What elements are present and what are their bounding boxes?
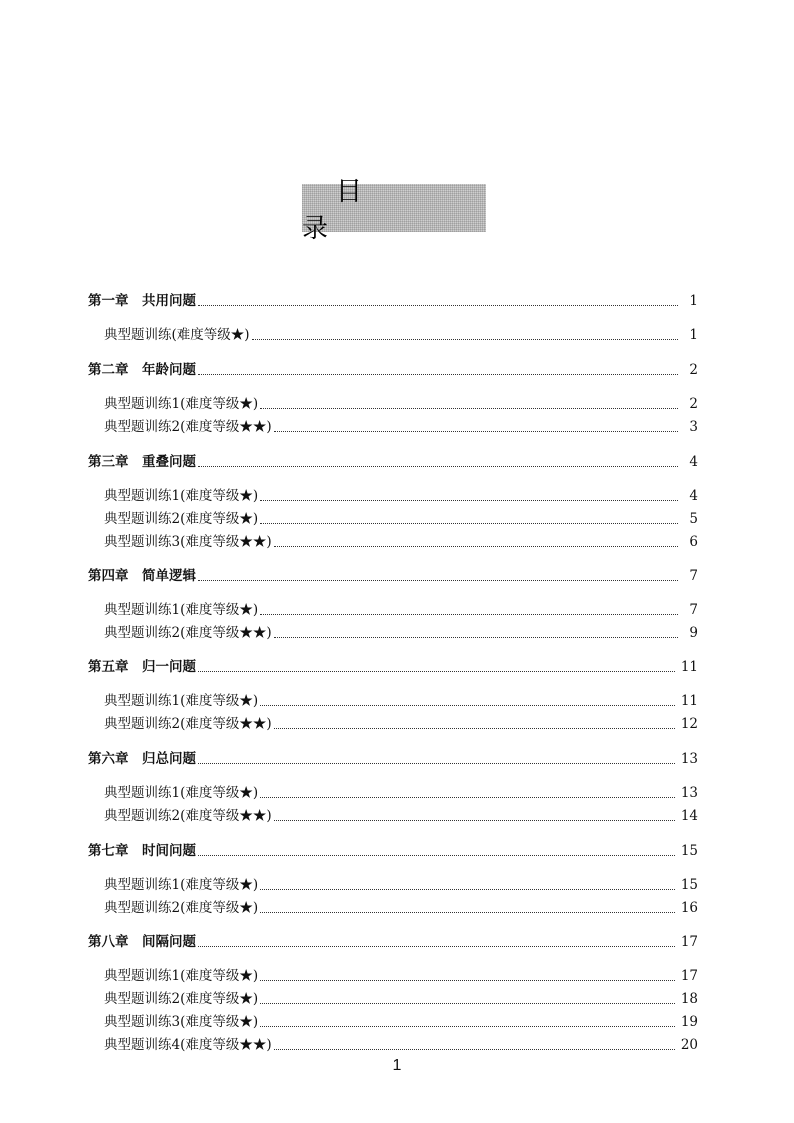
toc-page-number: 1	[689, 327, 698, 343]
toc-sub-entry[interactable]	[88, 963, 698, 985]
toc-sub-entry[interactable]	[88, 711, 698, 733]
toc-page-number: 18	[680, 991, 698, 1007]
dot-leader	[198, 763, 675, 764]
toc-page-number: 12	[680, 716, 698, 732]
toc-entry-label: 典型题训练1(难度等级★)	[104, 693, 259, 709]
toc-sub-entry[interactable]	[88, 391, 698, 413]
toc-page-number: 1	[689, 293, 698, 309]
dot-leader	[260, 980, 675, 981]
toc-page-number: 9	[689, 625, 698, 641]
dot-leader	[260, 889, 675, 890]
toc-sub-entry[interactable]	[88, 895, 698, 917]
dot-leader	[198, 946, 675, 947]
toc-page-number: 7	[689, 602, 698, 618]
toc-sub-entry[interactable]	[88, 803, 698, 825]
toc-entry-label: 第一章 共用问题	[88, 293, 196, 309]
dot-leader	[198, 580, 678, 581]
toc-sub-entry[interactable]	[88, 620, 698, 642]
toc-sub-entry[interactable]	[88, 529, 698, 551]
toc-entry-label: 典型题训练3(难度等级★★)	[104, 534, 272, 550]
dot-leader	[274, 431, 678, 432]
toc-entry-label: 典型题训练2(难度等级★)	[104, 900, 259, 916]
toc-page-number: 6	[689, 534, 698, 550]
page-title: 目 录	[302, 184, 486, 232]
toc-page-number: 4	[689, 488, 698, 504]
toc-sub-entry[interactable]	[88, 483, 698, 505]
toc-entry-label: 典型题训练1(难度等级★)	[104, 488, 259, 504]
toc-chapter-entry[interactable]	[88, 563, 698, 585]
toc-chapter-entry[interactable]	[88, 838, 698, 860]
page-number-footer: 1	[392, 1057, 402, 1074]
toc-page-number: 14	[680, 808, 698, 824]
toc-entry-label: 第六章 归总问题	[88, 751, 196, 767]
toc-sub-entry[interactable]	[88, 597, 698, 619]
dot-leader	[260, 912, 675, 913]
dot-leader	[198, 466, 678, 467]
toc-sub-entry[interactable]	[88, 1009, 698, 1031]
toc-entry-label: 第五章 归一问题	[88, 659, 196, 675]
toc-page-number: 17	[680, 934, 698, 950]
dot-leader	[260, 1026, 675, 1027]
toc-page-number: 2	[689, 396, 698, 412]
toc-entry-label: 典型题训练3(难度等级★)	[104, 1014, 259, 1030]
toc-entry-label: 典型题训练4(难度等级★★)	[104, 1037, 272, 1053]
toc-sub-entry[interactable]	[88, 688, 698, 710]
toc-page-number: 3	[689, 419, 698, 435]
toc-sub-entry[interactable]	[88, 986, 698, 1008]
toc-entry-label: 典型题训练(难度等级★)	[104, 327, 250, 343]
dot-leader	[260, 408, 678, 409]
toc-page-number: 5	[689, 511, 698, 527]
toc-page-number: 16	[680, 900, 698, 916]
dot-leader	[198, 671, 675, 672]
toc-entry-label: 第七章 时间问题	[88, 843, 196, 859]
toc-page-number: 11	[680, 693, 698, 709]
toc-entry-label: 第四章 简单逻辑	[88, 568, 196, 584]
toc-sub-entry[interactable]	[88, 322, 698, 344]
toc-entry-label: 典型题训练2(难度等级★★)	[104, 625, 272, 641]
dot-leader	[260, 705, 675, 706]
toc-entry-label: 第二章 年龄问题	[88, 362, 196, 378]
dot-leader	[260, 523, 678, 524]
dot-leader	[198, 855, 675, 856]
dot-leader	[260, 614, 678, 615]
dot-leader	[260, 1003, 675, 1004]
toc-chapter-entry[interactable]	[88, 449, 698, 471]
dot-leader	[260, 500, 678, 501]
dot-leader	[274, 637, 678, 638]
toc-page-number: 4	[689, 454, 698, 470]
toc-chapter-entry[interactable]	[88, 929, 698, 951]
toc-chapter-entry[interactable]	[88, 746, 698, 768]
toc-entry-label: 典型题训练2(难度等级★★)	[104, 419, 272, 435]
toc-page-number: 15	[680, 843, 698, 859]
toc-entry-label: 典型题训练2(难度等级★★)	[104, 716, 272, 732]
toc-sub-entry[interactable]	[88, 414, 698, 436]
toc-chapter-entry[interactable]	[88, 357, 698, 379]
toc-page-number: 13	[680, 751, 698, 767]
toc-entry-label: 典型题训练1(难度等级★)	[104, 396, 259, 412]
toc-entry-label: 第三章 重叠问题	[88, 454, 196, 470]
dot-leader	[274, 546, 678, 547]
toc-page-number: 11	[680, 659, 698, 675]
toc-sub-entry[interactable]	[88, 780, 698, 802]
toc-entry-label: 典型题训练2(难度等级★)	[104, 511, 259, 527]
toc-entry-label: 典型题训练2(难度等级★)	[104, 991, 259, 1007]
toc-entry-label: 第八章 间隔问题	[88, 934, 196, 950]
toc-page-number: 7	[689, 568, 698, 584]
dot-leader	[274, 728, 675, 729]
toc-entry-label: 典型题训练1(难度等级★)	[104, 877, 259, 893]
toc-entry-label: 典型题训练2(难度等级★★)	[104, 808, 272, 824]
toc-sub-entry[interactable]	[88, 1032, 698, 1054]
toc-sub-entry[interactable]	[88, 872, 698, 894]
dot-leader	[274, 820, 675, 821]
toc-page-number: 20	[680, 1037, 698, 1053]
toc-sub-entry[interactable]	[88, 506, 698, 528]
toc-chapter-entry[interactable]	[88, 288, 698, 310]
toc-entry-label: 典型题训练1(难度等级★)	[104, 785, 259, 801]
toc-page-number: 19	[680, 1014, 698, 1030]
toc-page-number: 17	[680, 968, 698, 984]
toc-entry-label: 典型题训练1(难度等级★)	[104, 968, 259, 984]
toc-page-number: 15	[680, 877, 698, 893]
toc-entry-label: 典型题训练1(难度等级★)	[104, 602, 259, 618]
toc-chapter-entry[interactable]	[88, 654, 698, 676]
dot-leader	[198, 374, 678, 375]
toc-page-number: 2	[689, 362, 698, 378]
dot-leader	[274, 1049, 675, 1050]
dot-leader	[252, 339, 678, 340]
dot-leader	[260, 797, 675, 798]
dot-leader	[198, 305, 678, 306]
toc-page-number: 13	[680, 785, 698, 801]
